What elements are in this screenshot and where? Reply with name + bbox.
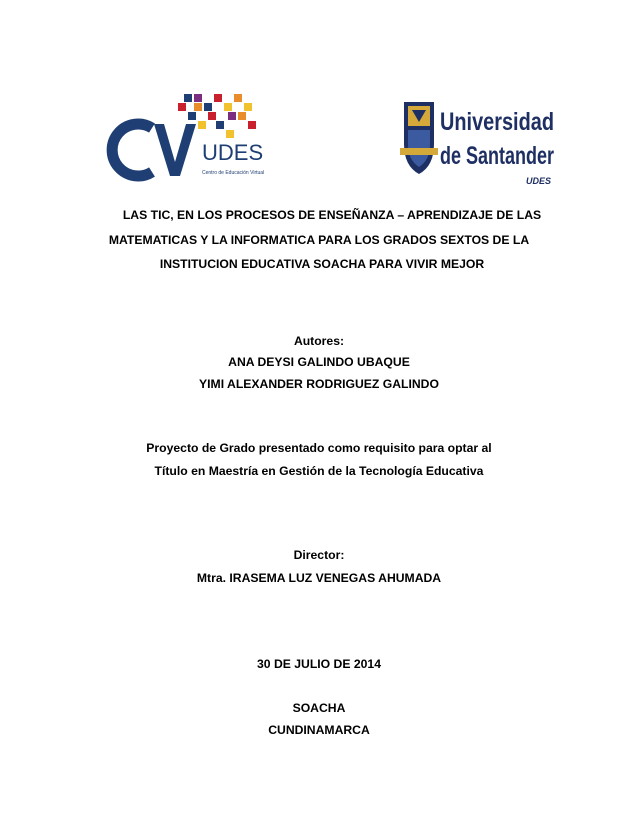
authors-label: Autores: [293,334,345,348]
udes-text: UDES [202,140,264,165]
author-name-1: ANA DEYSI GALINDO UBAQUE [228,355,410,369]
uds-name-line1: Universidad [440,108,554,136]
city: SOACHA [292,701,346,715]
project-statement-line-2: Título en Maestría en Gestión de la Tecnología Educativa [154,464,484,478]
title-line-1: LAS TIC, EN LOS PROCESOS DE ENSEÑANZA – APRENDIZAJE DE LAS [122,208,542,222]
uds-name-line2: de Santander [440,142,555,170]
cv-letter-c [112,124,152,176]
director-name: Mtra. IRASEMA LUZ VENEGAS AHUMADA [196,571,442,585]
uds-abbr: UDES [526,176,552,186]
cv-udes-logo-graphic [108,90,268,185]
region: CUNDINAMARCA [268,723,370,737]
director-label: Director: [293,548,345,562]
uds-logo-graphic [398,96,558,192]
title-line-2: MATEMATICAS Y LA INFORMATICA PARA LOS GRADOS SEXTOS DE LA [108,232,530,247]
title-line-3: INSTITUCION EDUCATIVA SOACHA PARA VIVIR MEJOR [159,257,485,271]
thesis-title [0,203,638,277]
project-statement-line-1: Proyecto de Grado presentado como requisito para optar al [146,441,492,455]
shield-icon [400,102,438,174]
cv-tagline: Centro de Educación Virtual [202,170,265,176]
cv-letter-v [154,124,196,176]
submission-date: 30 DE JULIO DE 2014 [257,657,381,671]
author-name-2: YIMI ALEXANDER RODRIGUEZ GALINDO [199,377,439,391]
universidad-santander-logo [398,96,558,192]
cv-udes-logo [108,90,268,185]
